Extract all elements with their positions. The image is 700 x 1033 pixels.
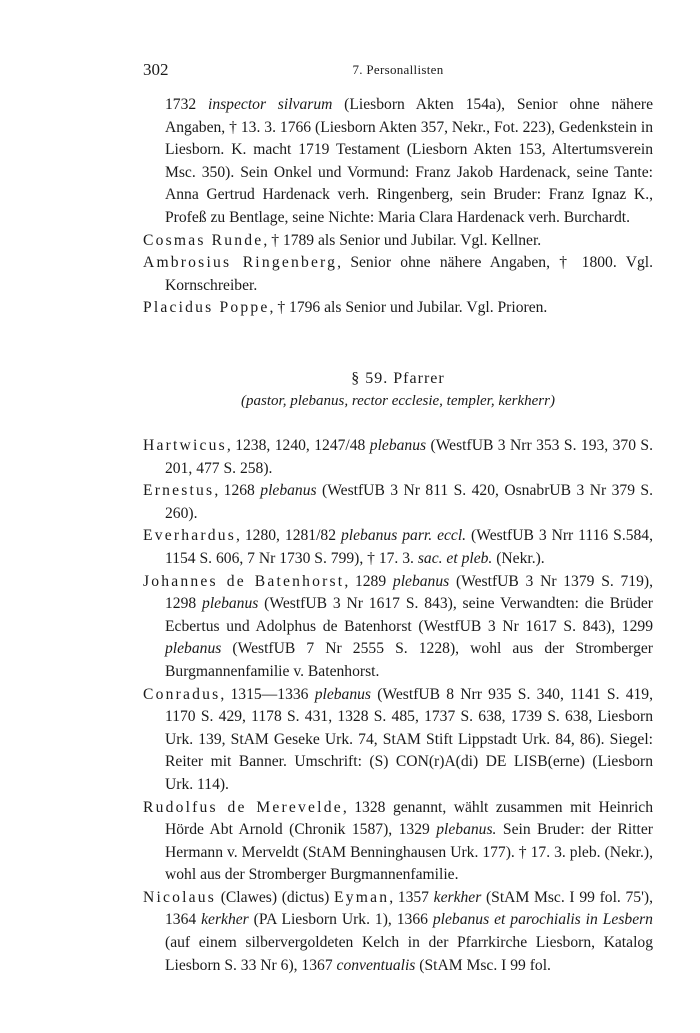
entry-text: Sein Bruder: der Ritter Hermann v. Merveldt (StAM Benninghausen Urk. 177). † 17. 3. pleb. (Nekr.), wohl aus der Stromberger Burgmannenfamilie. <box>165 821 653 884</box>
entry-text: (auf einem silbervergoldeten Kelch in der Pfarrkirche Liesborn, Katalog Liesborn S. 33 Nr 6), 1367 <box>165 934 653 974</box>
running-head: 7. Personallisten <box>352 62 444 77</box>
person-entry <box>143 435 653 480</box>
person-entry <box>143 252 653 297</box>
entry-text: , 1315—1336 <box>220 685 315 703</box>
pfarrer-list <box>143 435 653 977</box>
latin-term: plebanus <box>392 572 450 590</box>
entry-text: (WestfUB 3 Nr 811 S. 420, OsnabrUB 3 Nr 379 S. 260). <box>165 482 653 522</box>
entry-text: , 1328 genannt, wählt zusammen mit Heinrich Hörde Abt Arnold (Chronik 1587), 1329 <box>165 798 653 839</box>
person-name: Ernestus <box>143 482 215 500</box>
entry-text: , 1268 <box>214 482 261 500</box>
person-name: Nicolaus <box>143 888 217 906</box>
entry-text: (Liesborn Akten 154a), Senior ohne nähere Angaben, † 13. 3. 1766 (Liesborn Akten 357, Nekr., Fot. 223), Gedenkstein in Liesborn. K. macht 1719 Testament (Liesborn Akten 153, Altertumsverein Msc. 350). Sein Onkel und Vormund: Franz Jakob Hardenack, seine Tante: Anna Gertrud Hardenack verh. Ringenberg, sein Bruder: Franz Ignaz K., Profeß zu Bentlage, seine Nichte: Maria Clara Hardenack verh. Burchardt. <box>165 96 653 226</box>
body-text-top <box>143 94 653 320</box>
section-heading <box>143 368 653 412</box>
page-header <box>143 60 653 84</box>
latin-term: plebanus parr. eccl. <box>340 527 467 545</box>
entry-text: , † 1789 als Senior und Jubilar. Vgl. Kellner. <box>263 231 542 249</box>
latin-term: plebanus <box>314 685 371 703</box>
entry-text: 1732 <box>165 96 208 113</box>
person-name: Rudolfus de Merevelde <box>143 798 343 816</box>
entry-text: (WestfUB 3 Nrr 1116 S.584, 1154 S. 606, 7 Nr 1730 S. 799), † 17. 3. <box>165 527 654 567</box>
latin-term: plebanus <box>260 482 317 500</box>
entry-text: , 1289 <box>344 572 393 590</box>
entry-text: (WestfUB 3 Nrr 353 S. 193, 370 S. 201, 477 S. 258). <box>165 437 653 477</box>
section-title: § 59. Pfarrer <box>351 370 445 387</box>
entry-text: , 1238, 1240, 1247/48 <box>226 437 370 454</box>
latin-term: plebanus <box>202 595 259 613</box>
entry-text: , 1357 <box>389 888 434 906</box>
entry-text: (Nekr.). <box>492 549 545 567</box>
entries-top <box>143 230 653 320</box>
section-subtitle: (pastor, plebanus, rector ecclesie, templer, kerkherr) <box>241 393 555 409</box>
entry-text: (StAM Msc. I 99 fol. 75'), 1364 <box>165 888 653 929</box>
person-name: Placidus Poppe <box>143 299 270 317</box>
person-name: Conradus <box>143 685 221 703</box>
latin-term: plebanus <box>369 437 427 454</box>
entry-text: (WestfUB 3 Nr 1379 S. 719), 1298 <box>165 572 653 613</box>
person-entry <box>143 797 653 887</box>
person-name: Everhardus <box>143 527 237 545</box>
latin-term: inspector silvarum <box>207 96 333 113</box>
person-name: Johannes de Batenhorst <box>143 572 345 590</box>
continuation-paragraph <box>143 94 653 230</box>
person-name: Ambrosius Ringenberg <box>143 254 338 272</box>
page-number: 302 <box>143 60 169 79</box>
entry-text: (WestfUB 8 Nrr 935 S. 340, 1141 S. 419, 1170 S. 429, 1178 S. 431, 1328 S. 485, 1737 S. 638, 1739 S. 638, Liesborn Urk. 139, StAM Geseke Urk. 74, StAM Stift Lippstadt Urk. 84, 86). Siegel: Reiter mit Banner. Umschrift: (S) CON(r)A(di) DE LISB(erne) (Liesborn Urk. 114). <box>165 685 653 793</box>
entry-text: (StAM Msc. I 99 fol. <box>415 956 551 974</box>
person-entry <box>143 571 653 684</box>
entry-text: (PA Liesborn Urk. 1), 1366 <box>248 911 433 929</box>
entry-text: , Senior ohne nähere Angaben, † 1800. Vgl. Kornschreiber. <box>165 254 653 294</box>
entry-text: (Clawes) (dictus) <box>216 888 335 906</box>
person-entry <box>143 480 653 525</box>
latin-term: plebanus et parochialis in Lesbern <box>432 911 653 929</box>
latin-term: plebanus. <box>436 821 497 839</box>
person-name: Eyman <box>334 888 390 906</box>
entry-text: (WestfUB 7 Nr 2555 S. 1228), wohl aus der Stromberger Burgmannenfamilie v. Batenhorst. <box>165 640 653 680</box>
latin-term: kerkher <box>433 888 482 906</box>
latin-term: plebanus <box>165 640 222 658</box>
person-entry <box>143 887 653 977</box>
person-entry <box>143 684 653 797</box>
latin-term: sac. et pleb. <box>417 549 493 567</box>
person-entry <box>143 525 653 570</box>
person-name: Hartwicus <box>143 437 227 454</box>
person-name: Cosmas Runde <box>143 231 264 249</box>
latin-term: conventualis <box>336 956 416 974</box>
person-entry <box>143 297 653 320</box>
entry-text: , 1280, 1281/82 <box>236 527 341 545</box>
entry-text: (WestfUB 3 Nr 1617 S. 843), seine Verwandten: die Brüder Ecbertus und Adolphus de Batenhorst (WestfUB 3 Nr 1617 S. 843), 1299 <box>165 595 653 635</box>
person-entry <box>143 230 653 253</box>
entry-text: , † 1796 als Senior und Jubilar. Vgl. Prioren. <box>269 299 548 317</box>
latin-term: kerkher <box>201 911 249 929</box>
